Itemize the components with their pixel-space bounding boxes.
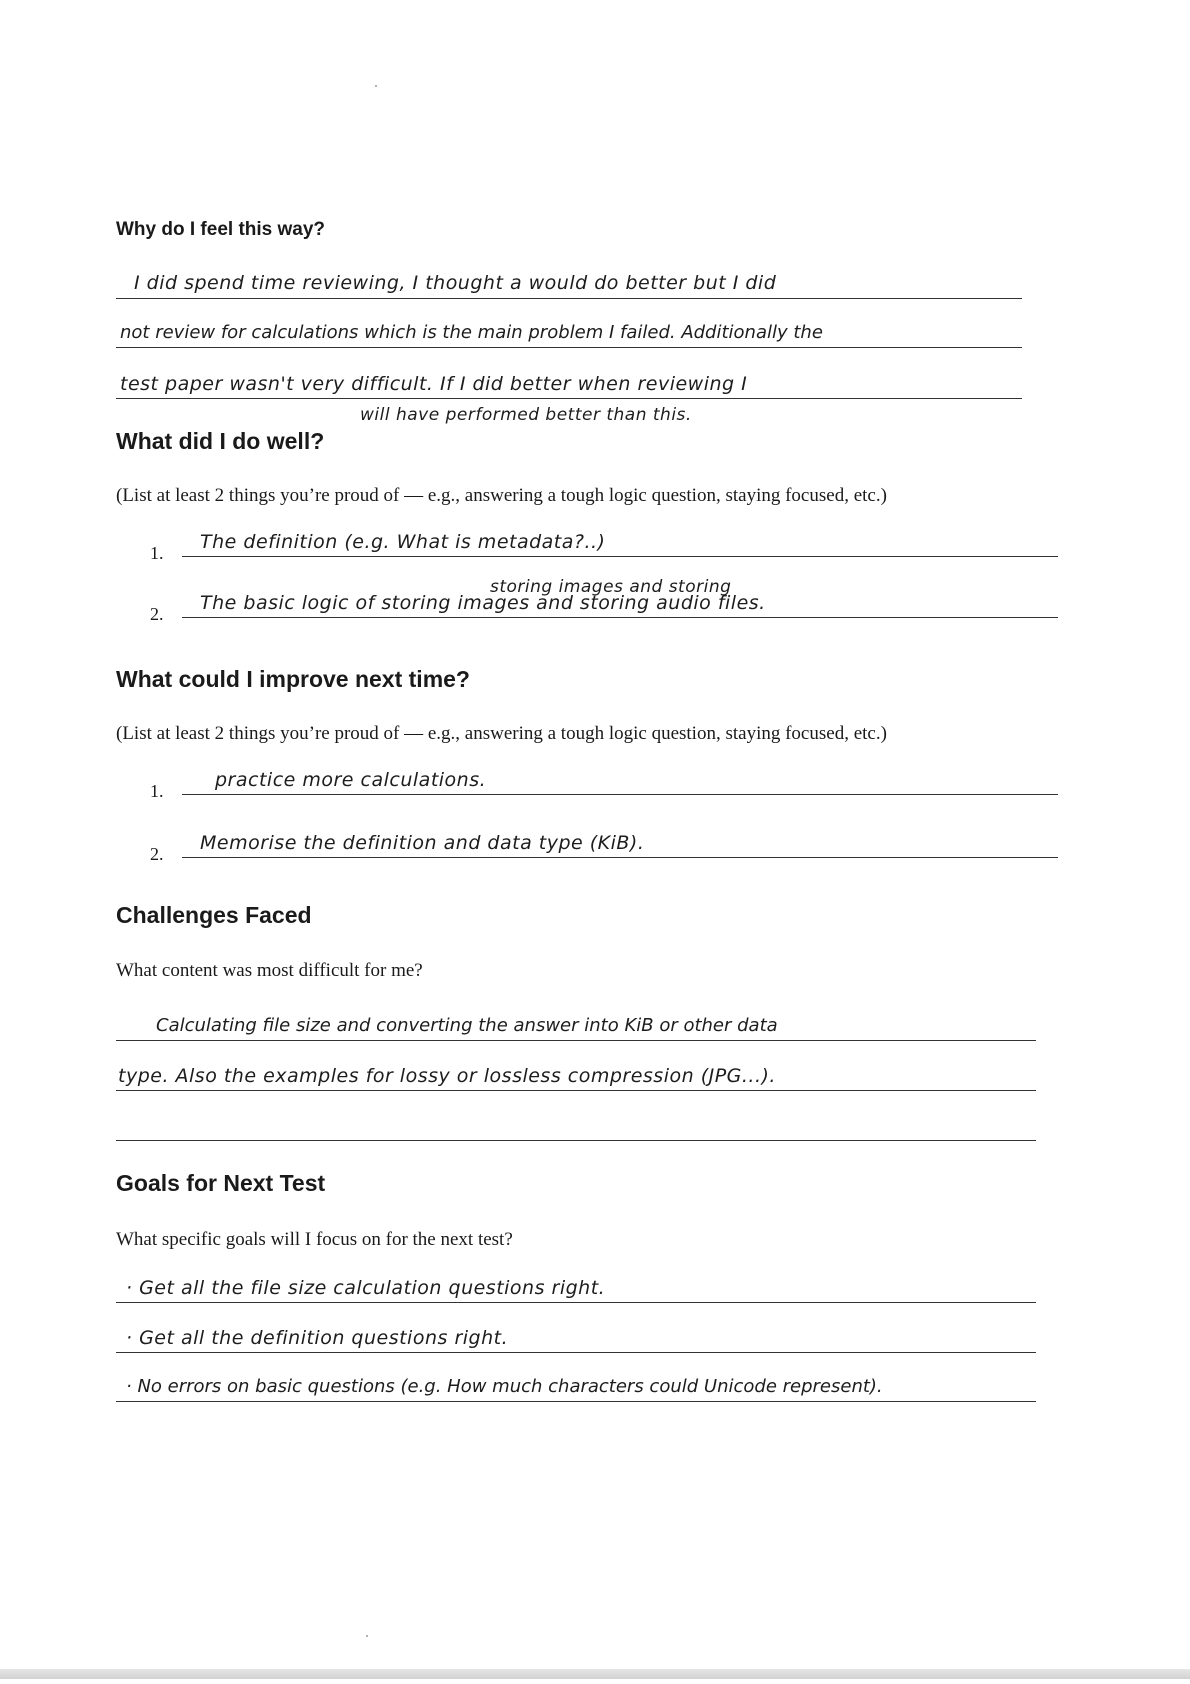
improve-item-answer: Memorise the definition and data type (KiB).	[200, 832, 645, 854]
well-item-rule	[182, 617, 1058, 618]
goals-heading: Goals for Next Test	[116, 1170, 326, 1196]
challenges-prompt: What content was most difficult for me?	[116, 960, 423, 981]
improve-item-number: 1.	[150, 781, 164, 801]
well-heading: What did I do well?	[116, 428, 325, 454]
goals-answer-rule	[116, 1401, 1036, 1402]
well-item-number: 2.	[150, 604, 164, 624]
goals-answer-line: · No errors on basic questions (e.g. How much characters could Unicode represent).	[126, 1376, 883, 1397]
goals-answer-line: · Get all the definition questions right.	[126, 1327, 509, 1349]
well-prompt: (List at least 2 things you’re proud of — e.g., answering a tough logic question, staying focused, etc.)	[116, 485, 887, 506]
goals-prompt: What specific goals will I focus on for the next test?	[116, 1229, 513, 1250]
why-answer-line: I did spend time reviewing, I thought a would do better but I did	[134, 272, 777, 294]
why-answer-continuation: will have performed better than this.	[360, 405, 692, 425]
scan-speck	[366, 1635, 368, 1637]
improve-item-answer: practice more calculations.	[215, 769, 487, 791]
well-item-insert: storing images and storing	[490, 577, 732, 597]
improve-heading: What could I improve next time?	[116, 666, 470, 692]
well-item-answer: The definition (e.g. What is metadata?..)	[200, 531, 606, 553]
scan-speck	[375, 85, 377, 87]
challenges-answer-rule	[116, 1090, 1036, 1091]
challenges-answer-rule	[116, 1140, 1036, 1141]
why-answer-rule	[116, 398, 1022, 399]
improve-item-number: 2.	[150, 844, 164, 864]
why-answer-line: test paper wasn't very difficult. If I did better when reviewing I	[120, 373, 748, 395]
why-heading: Why do I feel this way?	[116, 219, 326, 240]
challenges-heading: Challenges Faced	[116, 902, 312, 928]
well-item-answer: The basic logic of storing images and storing audio files.	[200, 592, 766, 614]
improve-prompt: (List at least 2 things you’re proud of — e.g., answering a tough logic question, staying focused, etc.)	[116, 723, 887, 744]
challenges-answer-rule	[116, 1040, 1036, 1041]
why-answer-rule	[116, 347, 1022, 348]
challenges-answer-line: type. Also the examples for lossy or lossless compression (JPG...).	[118, 1065, 776, 1087]
well-item-number: 1.	[150, 543, 164, 563]
improve-item-rule	[182, 857, 1058, 858]
goals-answer-rule	[116, 1352, 1036, 1353]
why-answer-line: not review for calculations which is the main problem I failed. Additionally the	[120, 322, 823, 343]
challenges-answer-line: Calculating file size and converting the answer into KiB or other data	[156, 1015, 778, 1036]
scan-edge-shadow	[0, 1669, 1190, 1679]
why-answer-rule	[116, 298, 1022, 299]
improve-item-rule	[182, 794, 1058, 795]
well-item-rule	[182, 556, 1058, 557]
goals-answer-rule	[116, 1302, 1036, 1303]
goals-answer-line: · Get all the file size calculation questions right.	[126, 1277, 606, 1299]
